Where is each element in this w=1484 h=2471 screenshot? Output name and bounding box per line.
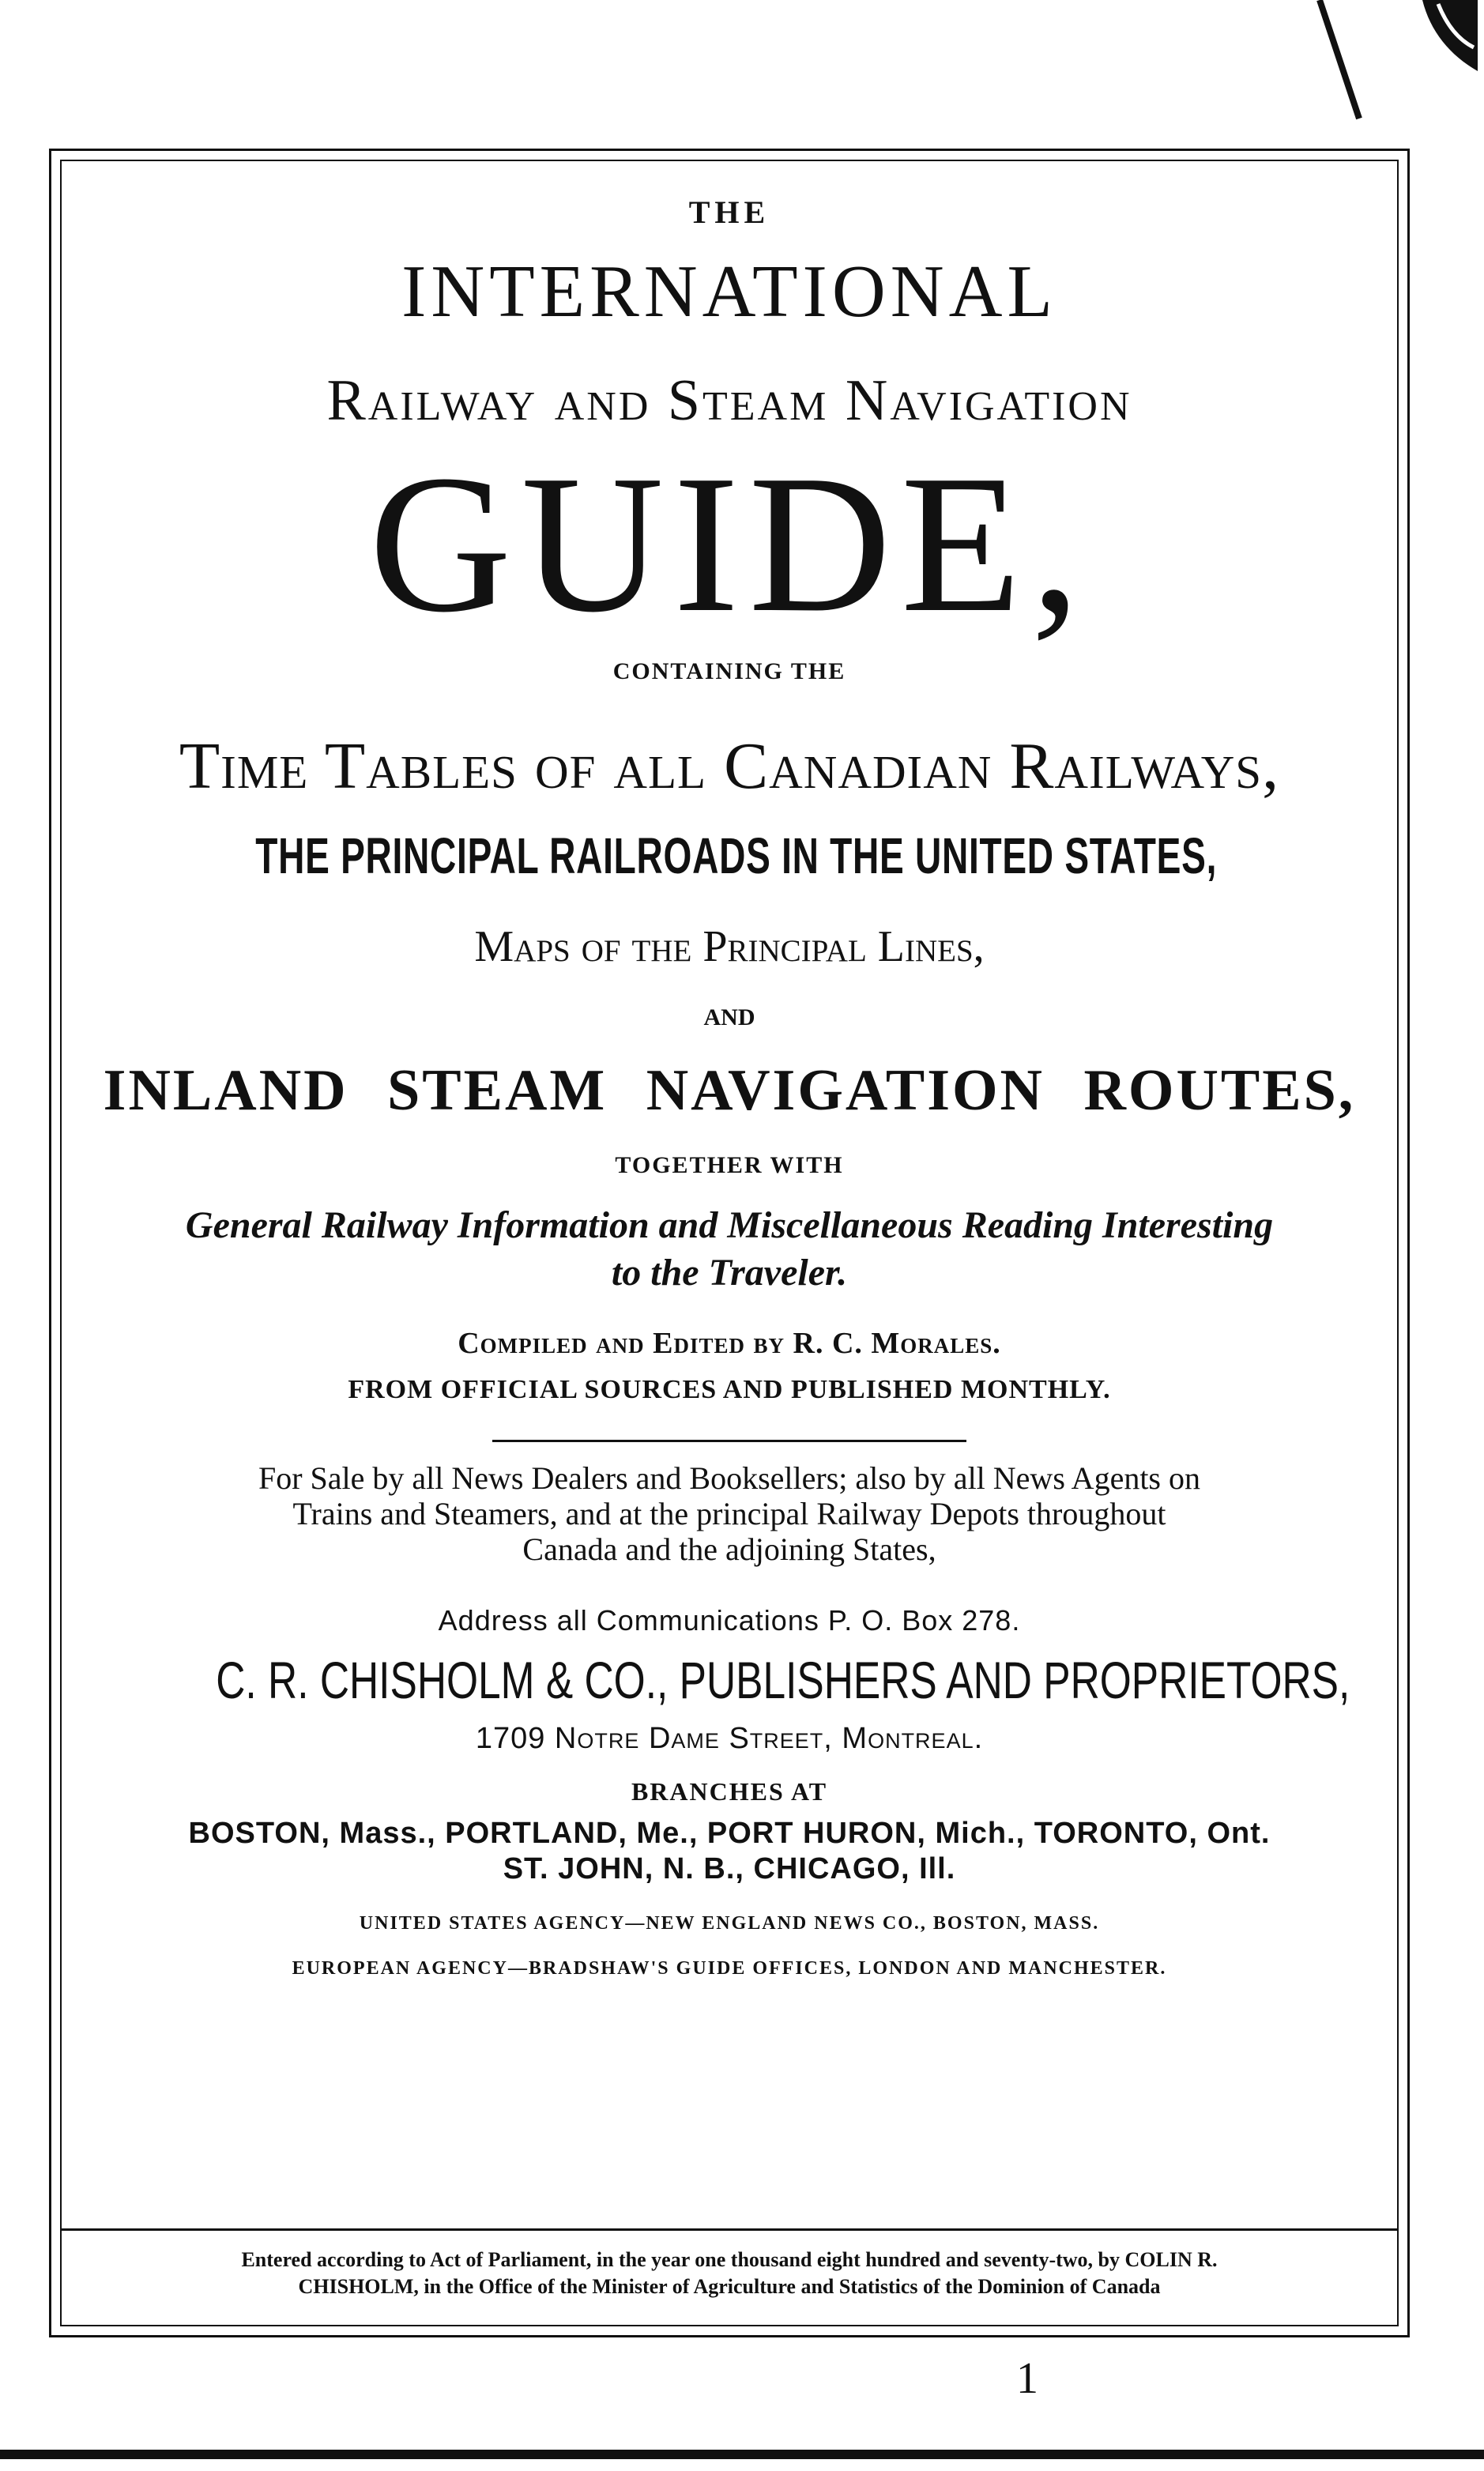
copyright-line-2: CHISHOLM, in the Office of the Minister of Agriculture and Statistics of the Dominion of Canada	[298, 2274, 1161, 2298]
for-sale-line-3: Canada and the adjoining States,	[522, 1531, 936, 1567]
article-the: THE	[688, 194, 770, 230]
title-guide: GUIDE,	[368, 435, 1090, 654]
inland-navigation-line: INLAND STEAM NAVIGATION ROUTES,	[103, 1057, 1356, 1123]
official-sources: FROM OFFICIAL SOURCES AND PUBLISHED MONTHLY.	[348, 1374, 1111, 1404]
european-agency: EUROPEAN AGENCY—BRADSHAW'S GUIDE OFFICES, LONDON AND MANCHESTER.	[292, 1958, 1167, 1979]
copyright-line-1: Entered according to Act of Parliament, in the year one thousand eight hundred and seventy-two, by COLIN R.	[241, 2248, 1218, 2271]
for-sale-line-2: Trains and Steamers, and at the principal Railway Depots throughout	[292, 1496, 1166, 1532]
together-with: TOGETHER WITH	[615, 1152, 844, 1179]
and-line: AND	[703, 1004, 755, 1031]
publishers-line: C. R. CHISHOLM & CO., PUBLISHERS AND PROPRIETORS,	[216, 1650, 1350, 1709]
branches-label: BRANCHES AT	[631, 1776, 828, 1806]
title-page-content	[71, 182, 1388, 1979]
branches-list	[71, 1816, 1388, 1887]
title-international: INTERNATIONAL	[401, 250, 1057, 333]
for-sale-line-1: For Sale by all News Dealers and Booksellers; also by all News Agents on	[258, 1460, 1200, 1497]
page-number: 1	[1016, 2354, 1038, 2403]
street-address: 1709 Notre Dame Street, Montreal.	[475, 1721, 984, 1755]
copyright-notice	[60, 2228, 1399, 2300]
branches-line-1: BOSTON, Mass., PORTLAND, Me., PORT HURON, Mich., TORONTO, Ont.	[188, 1817, 1271, 1851]
principal-railroads-line: THE PRINCIPAL RAILROADS IN THE UNITED STATES,	[255, 827, 1218, 885]
title-railway-steam-navigation: Railway and Steam Navigation	[326, 367, 1132, 433]
general-information	[71, 1202, 1388, 1297]
for-sale-notice	[71, 1461, 1388, 1567]
branches-line-2: ST. JOHN, N. B., CHICAGO, Ill.	[503, 1852, 956, 1886]
containing-the: CONTAINING THE	[612, 658, 846, 685]
postal-address: Address all Communications P. O. Box 278.	[438, 1603, 1021, 1637]
time-tables-line: Time Tables of all Canadian Railways,	[179, 729, 1280, 803]
bottom-scan-edge	[0, 2450, 1484, 2459]
divider-rule	[492, 1440, 966, 1442]
compiled-by: Compiled and Edited by R. C. Morales.	[458, 1326, 1001, 1360]
us-agency: UNITED STATES AGENCY—NEW ENGLAND NEWS CO., BOSTON, MASS.	[359, 1912, 1100, 1934]
maps-line: Maps of the Principal Lines,	[474, 922, 985, 972]
page-edge-mark	[1312, 0, 1484, 150]
general-line-1: General Railway Information and Miscellaneous Reading Interesting	[185, 1203, 1274, 1246]
general-line-2: to the Traveler.	[611, 1251, 848, 1294]
